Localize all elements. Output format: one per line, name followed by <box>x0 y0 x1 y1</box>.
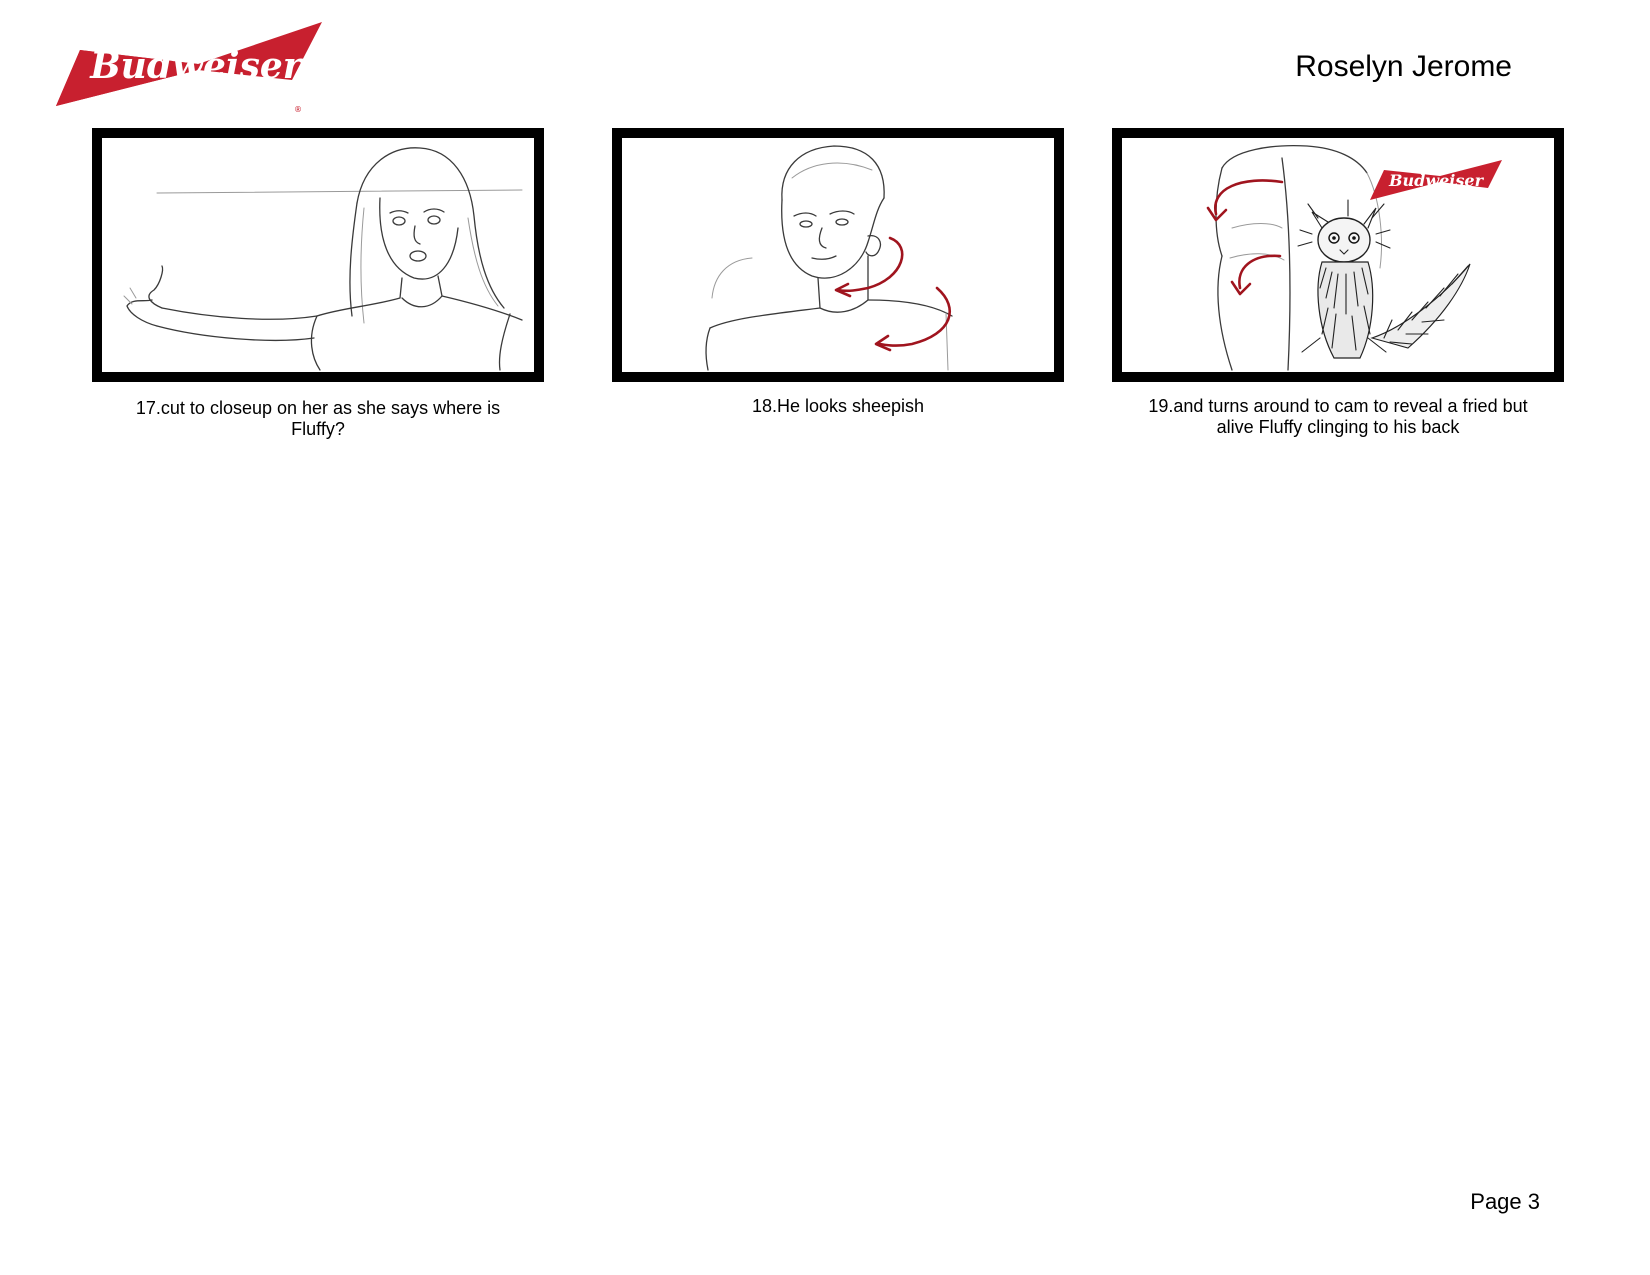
panel-budweiser-logo <box>1370 160 1502 200</box>
page-number: Page 3 <box>1470 1189 1540 1214</box>
sketch-woman-closeup-icon <box>102 138 534 372</box>
panel-17-caption: 17.cut to closeup on her as she says where is Fluffy? <box>135 398 501 439</box>
sketch-man-sheepish-icon <box>622 138 1054 372</box>
storyboard-panel-17 <box>92 128 544 382</box>
author-name: Roselyn Jerome <box>1295 50 1512 83</box>
panel-18-caption: 18.He looks sheepish <box>751 396 925 416</box>
storyboard-panel-18 <box>612 128 1064 382</box>
panel-19-caption: 19.and turns around to cam to reveal a fried but alive Fluffy clinging to his back <box>1148 396 1528 437</box>
svg-text:®: ® <box>294 105 302 112</box>
svg-text:Budweiser: Budweiser <box>1389 171 1483 190</box>
sketch-cat-on-back-icon <box>1122 138 1554 372</box>
fluffy-cat-icon <box>1298 200 1470 358</box>
svg-text:Budweiser: Budweiser <box>90 45 302 87</box>
budweiser-logo <box>56 20 346 112</box>
storyboard-panel-19 <box>1112 128 1564 382</box>
